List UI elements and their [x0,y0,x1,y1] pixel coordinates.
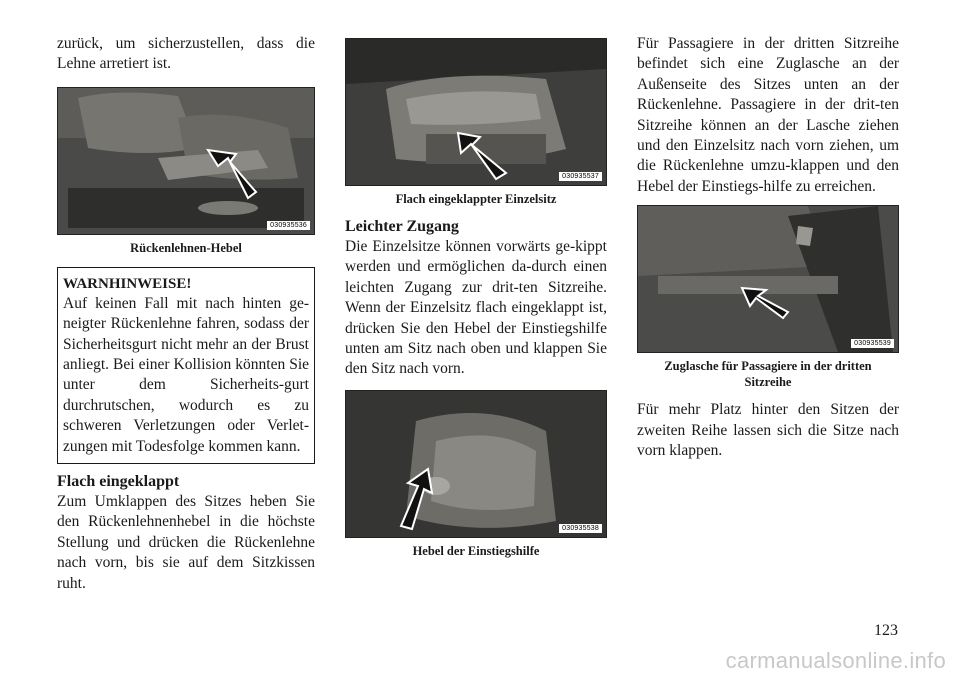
warning-text: Auf keinen Fall mit nach hinten ge-neigter Rückenlehne fahren, sodass der Sicherheitsgurt nicht mehr an der Brust anliegt. Bei einer Kollision könnten Sie unter dem Sicherheits-gurt durchrutschen, wodurch es zu schweren Verletzungen oder Verlet-zungen mit Todesfolge kommen kann. [63,294,309,455]
section-heading-fold-flat: Flach eingeklappt [57,473,180,491]
page-number: 123 [874,622,898,639]
figure-caption: Hebel der Einstiegshilfe [412,543,540,558]
column-middle [345,38,607,559]
closing-paragraph: Für mehr Platz hinter den Sitzen der zweiten Reihe lassen sich die Sitze nach vorn klappen. [637,401,899,460]
warning-box [57,267,315,464]
seatback-lever-photo [57,87,315,235]
figure-code: 030935537 [559,172,602,181]
third-row-paragraph: Für Passagiere in der dritten Sitzreihe befindet sich eine Zuglasche an der Außenseite des Sitzes unten an der Rückenlehne. Passagiere in der drit-ten Sitzreihe können an der Lasche ziehen und den Einzelsitz nach vorn ziehen, um die Rückenlehne umzu-klappen und den Hebel der Einstiegs-hilfe zu erreichen. [637,35,899,195]
section-heading-easy-entry: Leichter Zugang [345,218,459,235]
figure-code: 030935538 [559,524,602,533]
watermark: carmanualsonline.info [725,648,946,673]
figure-caption: Flach eingeklappter Einzelsitz [395,192,557,206]
fold-flat-paragraph: Zum Umklappen des Sitzes heben Sie den Rückenlehnenhebel in die höchste Stellung und drücken die Rückenlehne nach vorn, bis sie auf dem Sitzkissen ruht. [57,493,315,592]
pull-strap-photo [637,205,899,353]
column-left [57,34,315,594]
easy-entry-paragraph: Die Einzelsitze können vorwärts ge-kippt werden und ermöglichen da-durch einen leichten Zugang zur drit-ten Sitzreihe. Wenn der Einzelsitz flach eingeklappt ist, drücken Sie den Hebel der Einstiegshilfe unten am Sitz nach oben und klappen Sie den Sitz nach vorn. [345,238,607,378]
column-right [637,34,899,461]
easy-entry-lever-photo [345,390,607,538]
warning-title: WARNHINWEISE! [63,275,192,292]
intro-paragraph: zurück, um sicherzustellen, dass die Lehne arretiert ist. [57,35,315,73]
figure-code: 030935539 [851,339,894,348]
figure-code: 030935536 [267,221,310,230]
figure-caption: Rückenlehnen-Hebel [130,240,242,255]
figure-caption: Zuglasche für Passagiere in der dritten Sitzreihe [664,359,872,390]
folded-seat-photo [345,38,607,186]
